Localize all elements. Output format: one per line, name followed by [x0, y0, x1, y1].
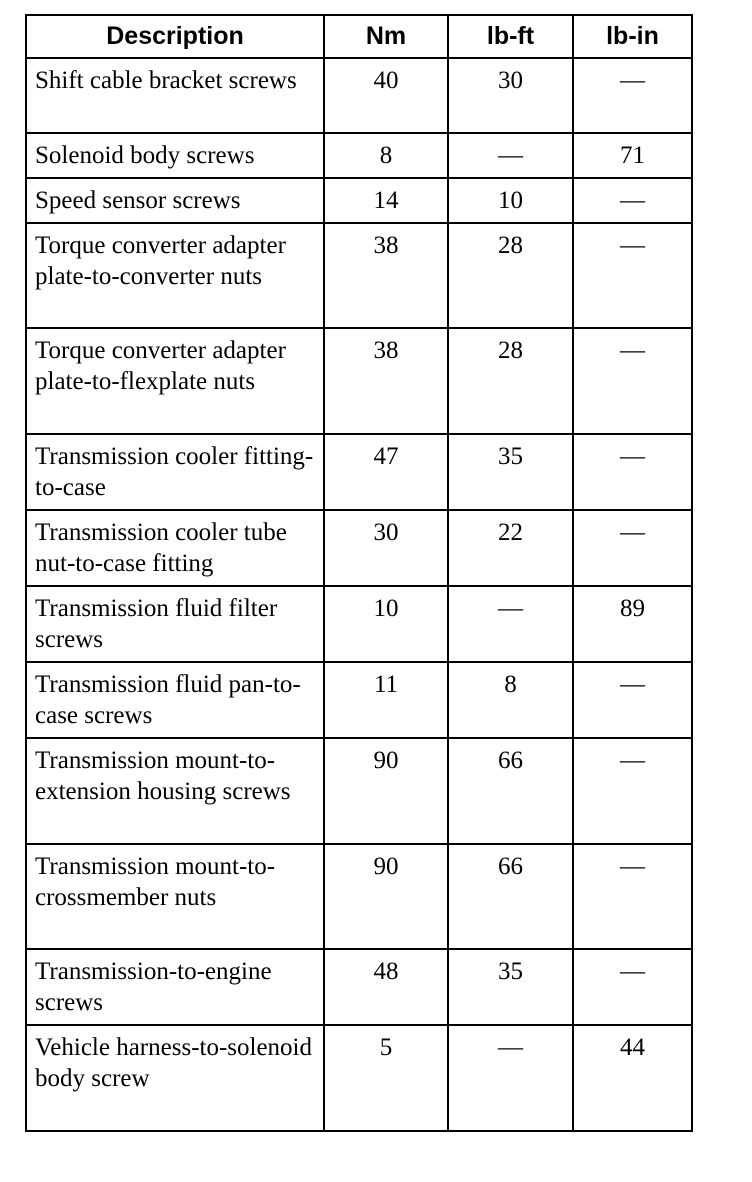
lb-in-cell: —	[573, 510, 692, 586]
lb-ft-cell: —	[448, 1025, 573, 1131]
column-header-nm: Nm	[324, 15, 448, 58]
lb-in-cell: —	[573, 949, 692, 1025]
column-header-lb-ft: lb-ft	[448, 15, 573, 58]
description-cell: Shift cable bracket screws	[26, 58, 324, 133]
nm-cell: 38	[324, 328, 448, 434]
nm-cell: 90	[324, 738, 448, 844]
column-header-lb-in: lb-in	[573, 15, 692, 58]
lb-ft-cell: 22	[448, 510, 573, 586]
table-row	[26, 223, 692, 328]
lb-in-cell: —	[573, 844, 692, 949]
lb-in-cell: 71	[573, 133, 692, 178]
table-row	[26, 738, 692, 844]
table-row	[26, 844, 692, 949]
table-row	[26, 662, 692, 738]
lb-in-cell: 89	[573, 586, 692, 662]
lb-in-cell: 44	[573, 1025, 692, 1131]
nm-cell: 10	[324, 586, 448, 662]
lb-ft-cell: 66	[448, 738, 573, 844]
lb-in-cell: —	[573, 738, 692, 844]
table-row	[26, 434, 692, 510]
nm-cell: 38	[324, 223, 448, 328]
lb-in-cell: —	[573, 223, 692, 328]
nm-cell: 11	[324, 662, 448, 738]
table-row	[26, 1025, 692, 1131]
lb-ft-cell: 28	[448, 328, 573, 434]
lb-ft-cell: 30	[448, 58, 573, 133]
lb-in-cell: —	[573, 328, 692, 434]
lb-in-cell: —	[573, 178, 692, 223]
description-cell: Transmission mount-to-crossmember nuts	[26, 844, 324, 949]
table-header-row	[26, 15, 692, 58]
nm-cell: 40	[324, 58, 448, 133]
nm-cell: 5	[324, 1025, 448, 1131]
description-cell: Transmission-to-engine screws	[26, 949, 324, 1025]
description-cell: Torque converter adapter plate-to-converter nuts	[26, 223, 324, 328]
description-cell: Vehicle harness-to-solenoid body screw	[26, 1025, 324, 1131]
nm-cell: 30	[324, 510, 448, 586]
lb-ft-cell: 35	[448, 949, 573, 1025]
lb-ft-cell: 10	[448, 178, 573, 223]
description-cell: Speed sensor screws	[26, 178, 324, 223]
nm-cell: 90	[324, 844, 448, 949]
table-row	[26, 133, 692, 178]
nm-cell: 14	[324, 178, 448, 223]
nm-cell: 48	[324, 949, 448, 1025]
table-row	[26, 58, 692, 133]
column-header-description: Description	[26, 15, 324, 58]
table-row	[26, 328, 692, 434]
table-row	[26, 949, 692, 1025]
lb-ft-cell: 35	[448, 434, 573, 510]
description-cell: Solenoid body screws	[26, 133, 324, 178]
lb-in-cell: —	[573, 58, 692, 133]
description-cell: Transmission mount-to-extension housing screws	[26, 738, 324, 844]
lb-ft-cell: 66	[448, 844, 573, 949]
lb-ft-cell: 28	[448, 223, 573, 328]
nm-cell: 8	[324, 133, 448, 178]
description-cell: Transmission fluid filter screws	[26, 586, 324, 662]
nm-cell: 47	[324, 434, 448, 510]
description-cell: Torque converter adapter plate-to-flexplate nuts	[26, 328, 324, 434]
table-row	[26, 586, 692, 662]
lb-in-cell: —	[573, 434, 692, 510]
description-cell: Transmission fluid pan-to-case screws	[26, 662, 324, 738]
description-cell: Transmission cooler fitting-to-case	[26, 434, 324, 510]
lb-ft-cell: —	[448, 586, 573, 662]
lb-in-cell: —	[573, 662, 692, 738]
table-row	[26, 510, 692, 586]
lb-ft-cell: —	[448, 133, 573, 178]
lb-ft-cell: 8	[448, 662, 573, 738]
description-cell: Transmission cooler tube nut-to-case fitting	[26, 510, 324, 586]
table-row	[26, 178, 692, 223]
torque-specifications-table	[25, 14, 693, 1132]
